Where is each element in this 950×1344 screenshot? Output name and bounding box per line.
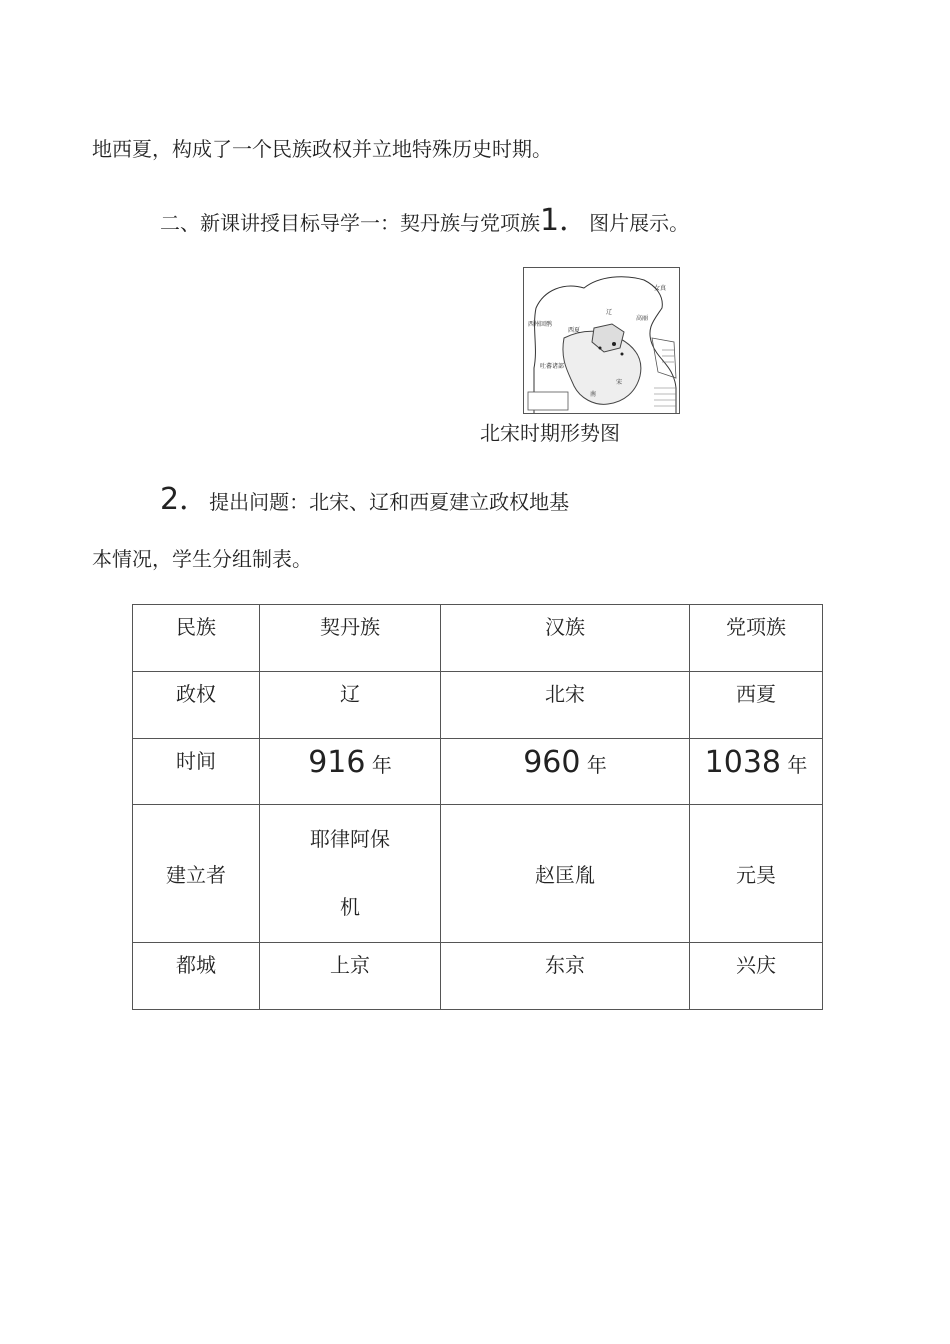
- item-number-2: 2．: [160, 482, 210, 517]
- map-label-liao: 辽: [606, 309, 613, 316]
- question-line: [160, 474, 569, 518]
- table-cell: 政权: [133, 672, 260, 739]
- map-label-south: 南: [590, 391, 597, 398]
- table-cell: 契丹族: [260, 605, 441, 672]
- map-caption: 北宋时期形势图: [480, 421, 620, 445]
- year-suffix: 年: [586, 753, 607, 777]
- table-cell: 建立者: [133, 805, 260, 943]
- heading-text-2: 图片展示。: [589, 211, 690, 235]
- table-row: [133, 672, 823, 739]
- table-cell: 汉族: [441, 605, 690, 672]
- table-cell: 北宋: [441, 672, 690, 739]
- table-row: [133, 605, 823, 672]
- table-row: [133, 739, 823, 805]
- year-value: 960: [523, 745, 581, 780]
- founder-name-part2: 机: [340, 895, 360, 919]
- map-label-goryeo: 高丽: [636, 315, 649, 322]
- question-text: 提出问题：北宋、辽和西夏建立政权地基: [209, 490, 570, 514]
- year-value: 1038: [704, 745, 781, 780]
- table-cell: 兴庆: [690, 943, 823, 1010]
- year-value: 916: [308, 745, 366, 780]
- table-row: [133, 943, 823, 1010]
- table-cell: [260, 805, 441, 943]
- table-cell: 元昊: [690, 805, 823, 943]
- paragraph-line-4: 本情况，学生分组制表。: [92, 547, 312, 571]
- table-cell: 民族: [133, 605, 260, 672]
- year-suffix: 年: [371, 753, 392, 777]
- founder-name-part1: 耶律阿保: [310, 827, 390, 851]
- table-cell: 辽: [260, 672, 441, 739]
- northern-song-map: [523, 267, 680, 414]
- paragraph-line-1: 地西夏，构成了一个民族政权并立地特殊历史时期。: [92, 137, 552, 161]
- table-cell: [441, 739, 690, 805]
- table-cell: [690, 739, 823, 805]
- table-cell: 党项族: [690, 605, 823, 672]
- table-row: [133, 805, 823, 943]
- regimes-table: [132, 604, 823, 1010]
- heading-text: 二、新课讲授目标导学一：契丹族与党项族: [160, 211, 540, 235]
- map-label-tubo: 吐蕃诸部: [540, 363, 565, 370]
- section-heading: [160, 195, 689, 239]
- item-number-1: 1．: [540, 203, 590, 238]
- map-label-song: 宋: [616, 379, 623, 386]
- table-cell: [260, 739, 441, 805]
- map-drawing: [524, 268, 679, 413]
- table-cell: 上京: [260, 943, 441, 1010]
- map-label-xizhou: 西州回鹘: [528, 321, 553, 328]
- table-cell: 东京: [441, 943, 690, 1010]
- table-cell: 都城: [133, 943, 260, 1010]
- year-suffix: 年: [787, 753, 808, 777]
- table-cell: 赵匡胤: [441, 805, 690, 943]
- table-cell: 时间: [133, 739, 260, 805]
- map-label-nuzhen: 女真: [654, 285, 667, 292]
- map-label-xixia: 西夏: [568, 327, 581, 334]
- table-cell: 西夏: [690, 672, 823, 739]
